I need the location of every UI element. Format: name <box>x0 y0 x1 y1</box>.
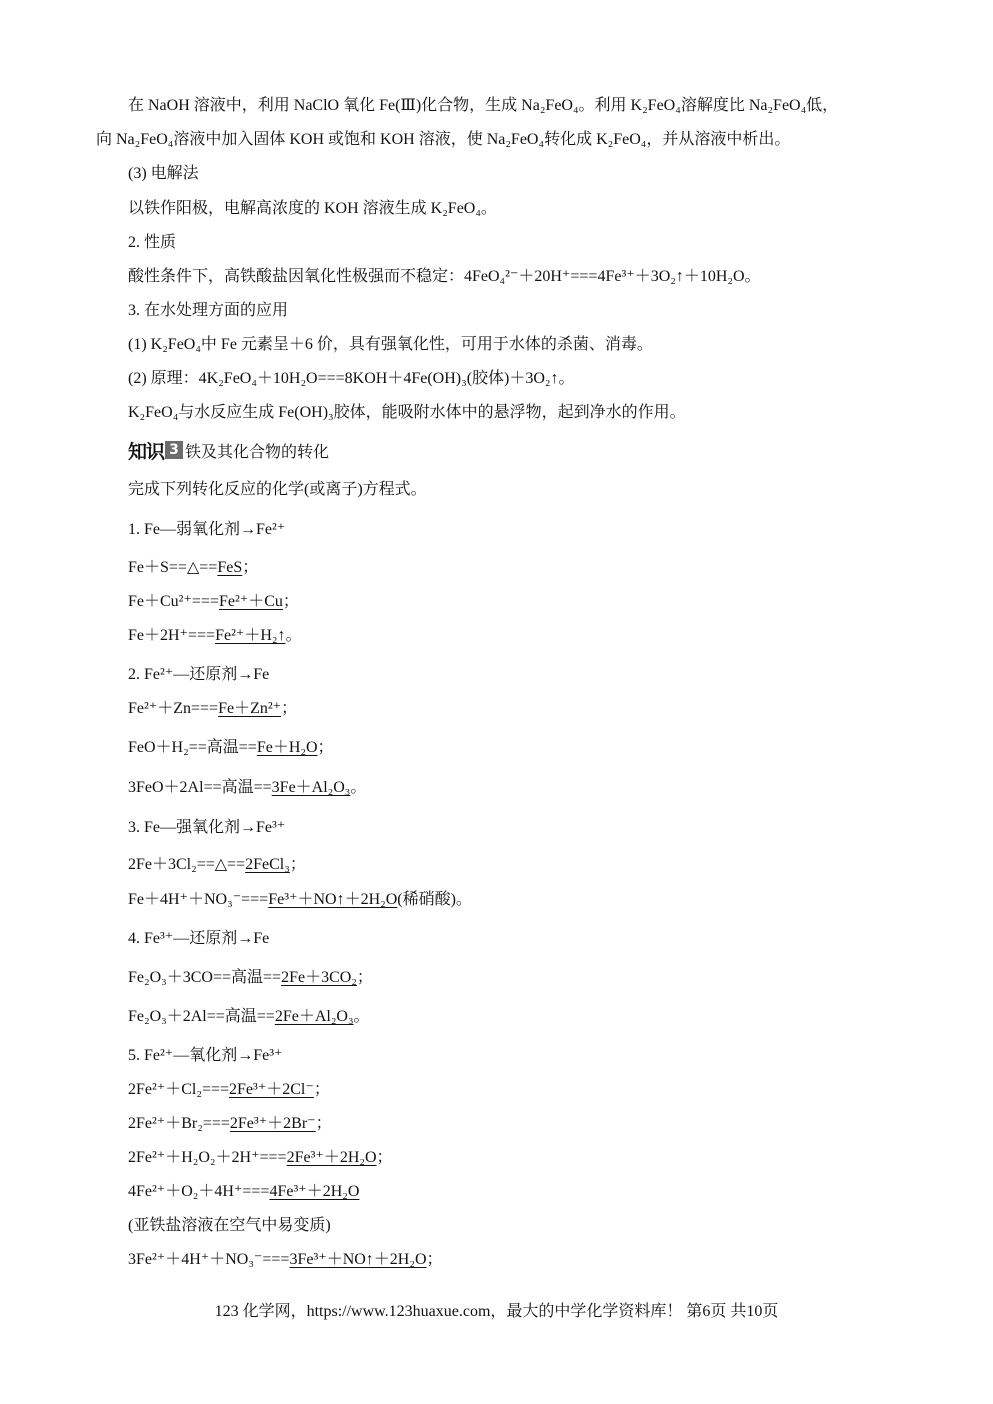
equation-line: 2Fe＋3Cl₂==△==2FeCl₃； <box>128 856 306 873</box>
knowledge-heading <box>128 436 329 464</box>
knowledge-label: 知识 <box>128 440 165 463</box>
answer: 3Fe＋Al₂O₃ <box>271 779 351 796</box>
answer: 2Fe³⁺＋2Br⁻ <box>229 1115 316 1132</box>
equation-line: Fe＋2H⁺===Fe²⁺＋H₂↑。 <box>128 627 302 644</box>
answer: FeS <box>217 559 243 576</box>
page-footer: 123 化学网，https://www.123huaxue.com，最大的中学化学资料库！ 第6页 共10页 <box>214 1303 779 1320</box>
answer: 2Fe³⁺＋2H₂O <box>286 1149 377 1166</box>
equation-line: 3FeO＋2Al==高温==3Fe＋Al₂O₃。 <box>128 779 367 796</box>
subsection-title: (3) 电解法 <box>128 165 199 182</box>
note-line: (亚铁盐溶液在空气中易变质) <box>128 1217 331 1234</box>
equation-line: Fe₂O₃＋2Al==高温==2Fe＋Al₂O₃。 <box>128 1008 370 1025</box>
answer: Fe＋H₂O <box>256 739 318 756</box>
answer: 2Fe＋3CO₂ <box>281 969 357 986</box>
paragraph-line: (2) 原理：4K₂FeO₄＋10H₂O===8KOH＋4Fe(OH)₃(胶体)＋3O₂↑。 <box>128 370 575 387</box>
answer: 2Fe³⁺＋2Cl⁻ <box>229 1081 314 1098</box>
paragraph-line: 酸性条件下，高铁酸盐因氧化性极强而不稳定：4FeO₄²⁻＋20H⁺===4Fe³⁺＋3O₂↑＋10H₂O。 <box>128 268 761 285</box>
knowledge-title: 铁及其化合物的转化 <box>185 443 330 461</box>
paragraph-line: 在 NaOH 溶液中，利用 NaClO 氧化 Fe(Ⅲ)化合物，生成 Na₂FeO₄。利用 K₂FeO₄溶解度比 Na₂FeO₄低， <box>128 97 839 114</box>
answer: Fe²⁺＋H₂↑ <box>215 627 286 644</box>
conversion-title: 1. Fe―弱氧化剂→Fe²⁺ <box>128 521 286 538</box>
section-title: 2. 性质 <box>128 234 177 251</box>
answer: 4Fe³⁺＋2H₂O <box>269 1183 360 1200</box>
equation-line: Fe＋S==△==FeS； <box>128 559 259 576</box>
answer: Fe³⁺＋NO↑＋2H₂O <box>268 891 398 908</box>
intro-line: 完成下列转化反应的化学(或离子)方程式。 <box>128 481 427 498</box>
paragraph-line: (1) K₂FeO₄中 Fe 元素呈＋6 价，具有强氧化性，可用于水体的杀菌、消毒。 <box>128 336 653 353</box>
paragraph-line: 向 Na₂FeO₄溶液中加入固体 KOH 或饱和 KOH 溶液，使 Na₂FeO₄转化成 K₂FeO₄，并从溶液中析出。 <box>96 131 791 148</box>
equation-line: Fe²⁺＋Zn===Fe＋Zn²⁺； <box>128 700 298 717</box>
conversion-title: 4. Fe³⁺―还原剂→Fe <box>128 930 270 947</box>
equation-line: 2Fe²⁺＋H₂O₂＋2H⁺===2Fe³⁺＋2H₂O； <box>128 1149 393 1166</box>
answer: 2FeCl₃ <box>245 856 290 873</box>
equation-line: Fe＋Cu²⁺===Fe²⁺＋Cu； <box>128 593 299 610</box>
answer: Fe＋Zn²⁺ <box>218 700 282 717</box>
conversion-title: 5. Fe²⁺―氧化剂→Fe³⁺ <box>128 1047 283 1064</box>
equation-line: 3Fe²⁺＋4H⁺＋NO₃⁻===3Fe³⁺＋NO↑＋2H₂O； <box>128 1251 443 1268</box>
knowledge-number-badge: 3 <box>165 441 183 459</box>
equation-line: 2Fe²⁺＋Br₂===2Fe³⁺＋2Br⁻； <box>128 1115 332 1132</box>
equation-line: 4Fe²⁺＋O₂＋4H⁺===4Fe³⁺＋2H₂O <box>128 1183 360 1200</box>
paragraph-line: K₂FeO₄与水反应生成 Fe(OH)₃胶体，能吸附水体中的悬浮物，起到净水的作用。 <box>128 404 686 421</box>
answer: 3Fe³⁺＋NO↑＋2H₂O <box>289 1251 427 1268</box>
paragraph-line: 以铁作阳极，电解高浓度的 KOH 溶液生成 K₂FeO₄。 <box>128 200 497 217</box>
equation-line: Fe₂O₃＋3CO==高温==2Fe＋3CO₂； <box>128 969 373 986</box>
conversion-title: 2. Fe²⁺―还原剂→Fe <box>128 666 270 683</box>
equation-line: FeO＋H₂==高温==Fe＋H₂O； <box>128 739 334 756</box>
section-title: 3. 在水处理方面的应用 <box>128 302 289 319</box>
conversion-title: 3. Fe―强氧化剂→Fe³⁺ <box>128 819 286 836</box>
equation-line: Fe＋4H⁺＋NO₃⁻===Fe³⁺＋NO↑＋2H₂O(稀硝酸)。 <box>128 891 472 908</box>
equation-line: 2Fe²⁺＋Cl₂===2Fe³⁺＋2Cl⁻； <box>128 1081 330 1098</box>
answer: 2Fe＋Al₂O₃ <box>274 1008 354 1025</box>
answer: Fe²⁺＋Cu <box>219 593 283 610</box>
